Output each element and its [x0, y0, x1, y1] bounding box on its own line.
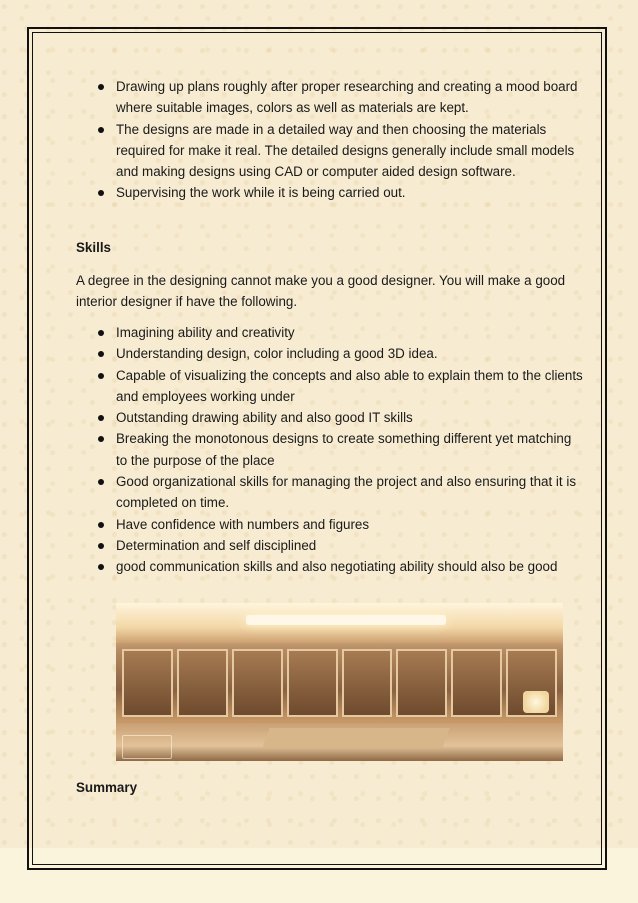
lamp-graphic — [523, 691, 549, 713]
list-item: Understanding design, color including a good 3D idea. — [76, 343, 586, 364]
interior-room-photo — [116, 603, 563, 761]
wall-panel — [396, 649, 447, 717]
list-item: Imagining ability and creativity — [76, 322, 586, 343]
wall-panels — [116, 643, 563, 723]
rug-graphic — [262, 728, 449, 748]
wall-panel — [451, 649, 502, 717]
list-item: Capable of visualizing the concepts and also able to explain them to the clients and employees working under — [76, 365, 586, 408]
skills-heading: Skills — [76, 240, 111, 255]
list-item: Drawing up plans roughly after proper researching and creating a mood board where suitable images, colors as well as materials are kept. — [76, 76, 586, 119]
wall-panel — [177, 649, 228, 717]
wall-panel — [342, 649, 393, 717]
list-item: Determination and self disciplined — [76, 535, 586, 556]
list-item: Breaking the monotonous designs to create something different yet matching to the purpose of the place — [76, 428, 586, 471]
list-item: Good organizational skills for managing the project and also ensuring that it is completed on time. — [76, 471, 586, 514]
skills-bullet-list — [76, 322, 586, 578]
watermark-logo — [122, 735, 172, 759]
tasks-bullet-list — [76, 76, 586, 204]
list-item: Outstanding drawing ability and also good IT skills — [76, 407, 586, 428]
ceiling-light-graphic — [246, 615, 446, 625]
skills-paragraph: A degree in the designing cannot make you a good designer. You will make a good interior designer if have the following. — [76, 273, 566, 310]
wall-panel — [232, 649, 283, 717]
list-item: Have confidence with numbers and figures — [76, 514, 586, 535]
list-item: Supervising the work while it is being carried out. — [76, 182, 586, 203]
list-item: The designs are made in a detailed way and then choosing the materials required for make it real. The detailed designs generally include small models and making designs using CAD or computer aided design software. — [76, 119, 586, 183]
summary-heading: Summary — [76, 780, 138, 795]
wall-panel — [287, 649, 338, 717]
wall-panel — [122, 649, 173, 717]
list-item: good communication skills and also negotiating ability should also be good — [76, 556, 586, 577]
